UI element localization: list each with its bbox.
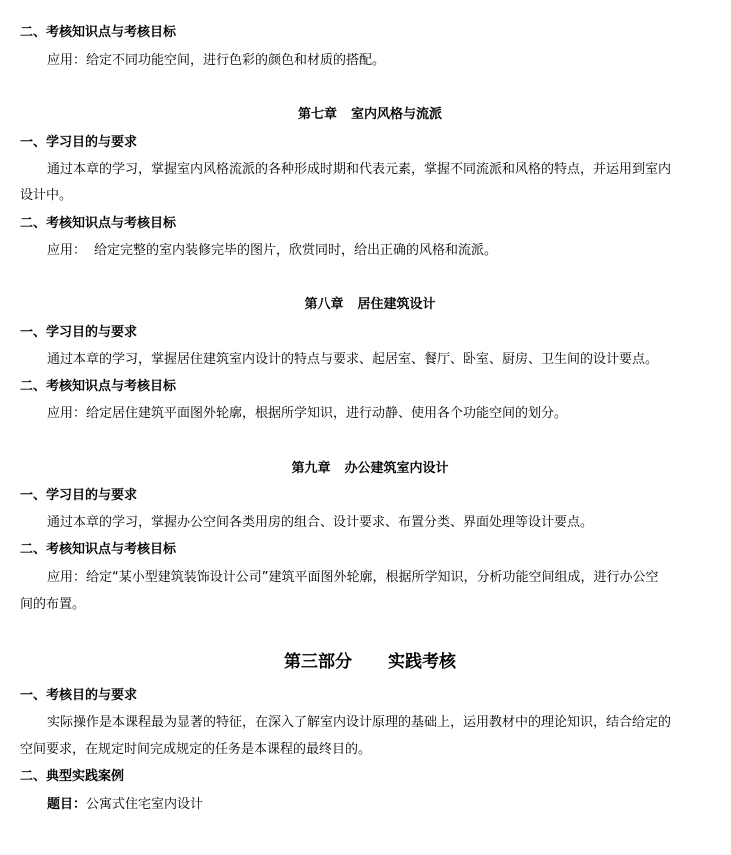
paragraph-application: 应用：给定不同功能空间，进行色彩的颜色和材质的搭配。: [47, 53, 386, 68]
chapter-title-8: [20, 296, 720, 314]
paragraph-objectives-line2: 设计中。: [20, 188, 73, 203]
topic-text: 公寓式住宅室内设计: [86, 797, 204, 812]
chapter-title-9: [20, 460, 720, 478]
section-heading-assessment: 二、考核知识点与考核目标: [20, 379, 177, 394]
paragraph-objectives-line1: 通过本章的学习，掌握室内风格流派的各种形成时期和代表元素，掌握不同流派和风格的特点，并运用到室内: [47, 162, 672, 177]
section-heading-cases: 二、典型实践案例: [20, 769, 125, 784]
chapter-name: 室内风格与流派: [351, 107, 443, 122]
part-title-3: [20, 651, 720, 673]
section-heading-purpose: 一、考核目的与要求: [20, 688, 138, 703]
chapter-number: 第八章: [304, 297, 344, 312]
chapter-name: 居住建筑设计: [357, 297, 436, 312]
application-label: 应用：: [47, 243, 87, 258]
section-heading-assessment: 二、考核知识点与考核目标: [20, 216, 177, 231]
section-heading-objectives: 一、学习目的与要求: [20, 135, 138, 150]
paragraph-application-line1: 应用：给定“某小型建筑装饰设计公司”建筑平面图外轮廓，根据所学知识，分析功能空间组成，进行办公空: [47, 570, 659, 585]
section-heading-assessment: 二、考核知识点与考核目标: [20, 542, 177, 557]
chapter-number: 第七章: [297, 107, 337, 122]
topic-line: [47, 796, 731, 814]
chapter-number: 第九章: [291, 461, 331, 476]
section-heading-objectives: 一、学习目的与要求: [20, 488, 138, 503]
paragraph-purpose-line2: 空间要求，在规定时间完成规定的任务是本课程的最终目的。: [20, 742, 372, 757]
paragraph-application-line2: 间的布置。: [20, 597, 86, 612]
paragraph-objectives: 通过本章的学习，掌握居住建筑室内设计的特点与要求、起居室、餐厅、卧室、厨房、卫生间的设计要点。: [47, 352, 659, 367]
paragraph-application: 应用：给定居住建筑平面图外轮廓，根据所学知识，进行动静、使用各个功能空间的划分。: [47, 406, 568, 421]
chapter-title-7: [20, 106, 720, 124]
paragraph-objectives: 通过本章的学习，掌握办公空间各类用房的组合、设计要求、布置分类、界面处理等设计要点。: [47, 515, 594, 530]
application-text: 给定完整的室内装修完毕的图片，欣赏同时，给出正确的风格和流派。: [94, 243, 498, 258]
part-number: 第三部分: [284, 652, 352, 672]
paragraph-application: [47, 242, 731, 260]
part-name: 实践考核: [388, 652, 456, 672]
section-heading-assessment: 二、考核知识点与考核目标: [20, 25, 177, 40]
topic-label: 题目：: [47, 797, 87, 812]
paragraph-purpose-line1: 实际操作是本课程最为显著的特征，在深入了解室内设计原理的基础上，运用教材中的理论知识，结合给定的: [47, 715, 672, 730]
chapter-name: 办公建筑室内设计: [344, 461, 449, 476]
section-heading-objectives: 一、学习目的与要求: [20, 325, 138, 340]
